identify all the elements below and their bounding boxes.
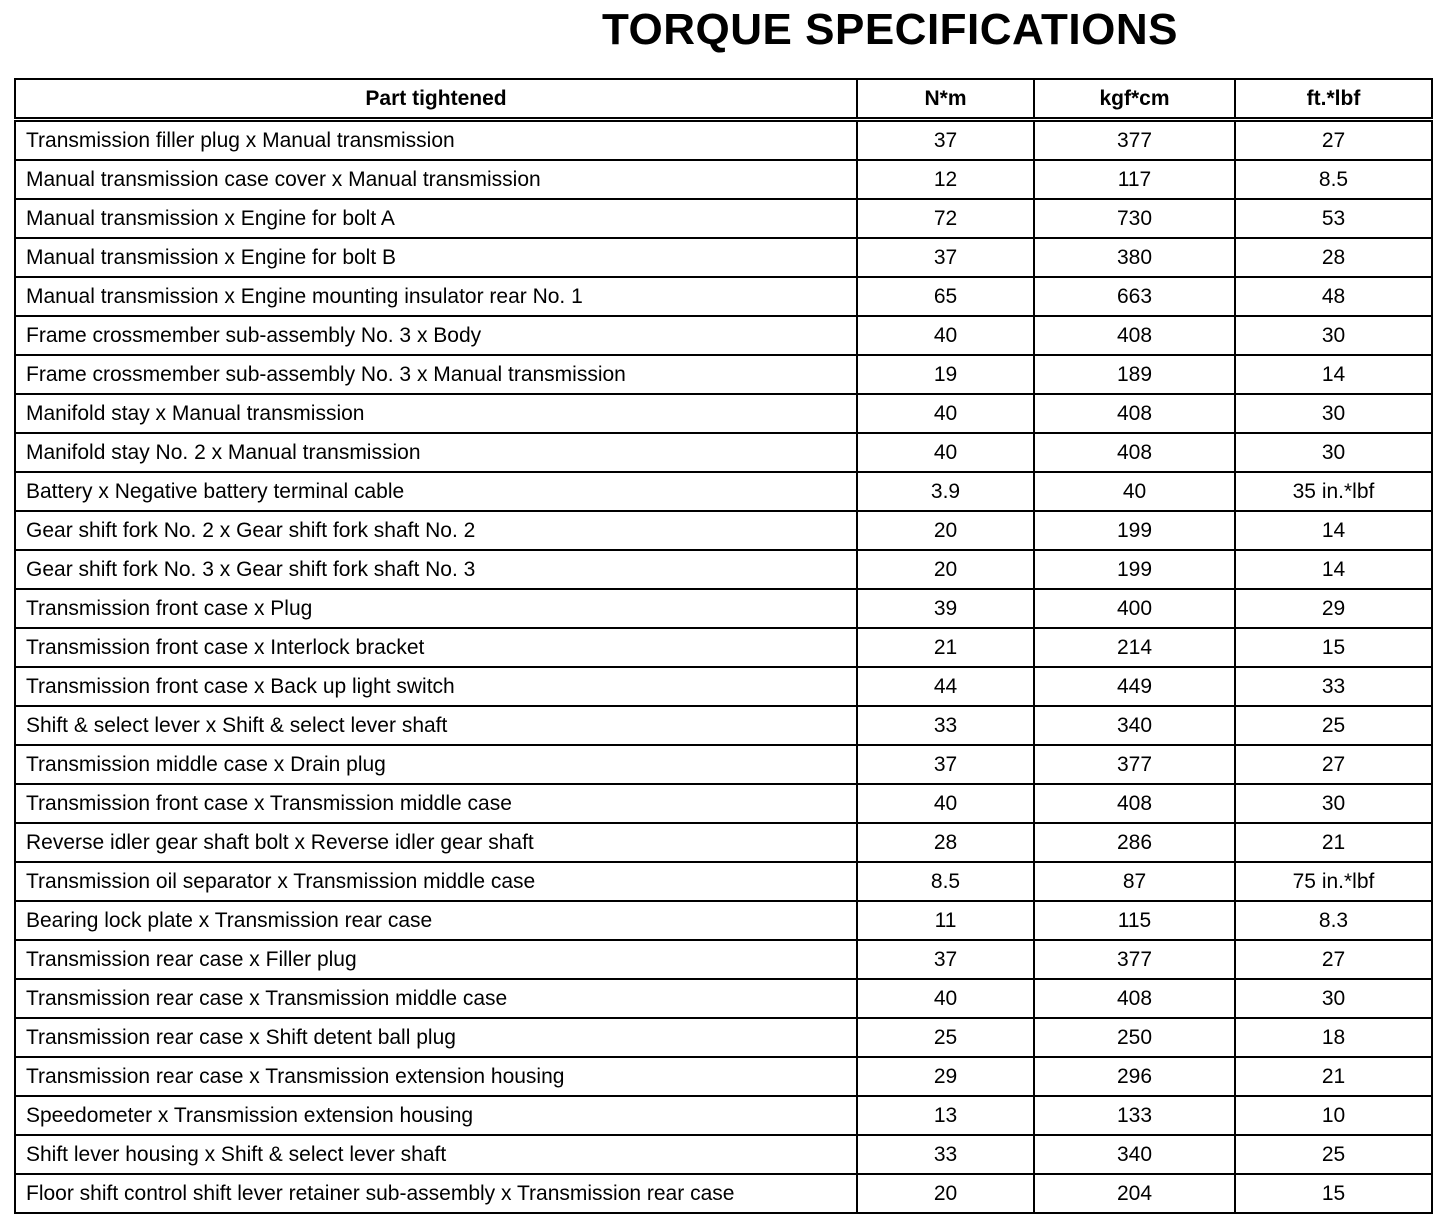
table-row: [15, 238, 1432, 277]
ft-lbf-cell: 18: [1235, 1018, 1432, 1057]
ft-lbf-cell: 25: [1235, 1135, 1432, 1174]
column-header-kgf: kgf*cm: [1034, 79, 1235, 120]
kgf-cell: 730: [1034, 199, 1235, 238]
kgf-cell: 117: [1034, 160, 1235, 199]
ft-lbf-cell: 28: [1235, 238, 1432, 277]
torque-spec-table: [14, 78, 1433, 1214]
kgf-cell: 408: [1034, 979, 1235, 1018]
kgf-cell: 663: [1034, 277, 1235, 316]
kgf-cell: 87: [1034, 862, 1235, 901]
ft-lbf-cell: 21: [1235, 823, 1432, 862]
table-row: [15, 160, 1432, 199]
table-row: [15, 394, 1432, 433]
nm-cell: 20: [857, 550, 1034, 589]
nm-cell: 40: [857, 316, 1034, 355]
nm-cell: 19: [857, 355, 1034, 394]
ft-lbf-cell: 14: [1235, 355, 1432, 394]
ft-lbf-cell: 15: [1235, 1174, 1432, 1213]
ft-lbf-cell: 30: [1235, 394, 1432, 433]
kgf-cell: 340: [1034, 1135, 1235, 1174]
part-cell: Speedometer x Transmission extension housing: [15, 1096, 857, 1135]
nm-cell: 8.5: [857, 862, 1034, 901]
table-body: [15, 120, 1432, 1214]
part-cell: Transmission front case x Transmission middle case: [15, 784, 857, 823]
table-row: [15, 1096, 1432, 1135]
table-row: [15, 628, 1432, 667]
kgf-cell: 380: [1034, 238, 1235, 277]
nm-cell: 20: [857, 511, 1034, 550]
part-cell: Gear shift fork No. 2 x Gear shift fork shaft No. 2: [15, 511, 857, 550]
ft-lbf-cell: 14: [1235, 511, 1432, 550]
part-cell: Transmission rear case x Filler plug: [15, 940, 857, 979]
ft-lbf-cell: 27: [1235, 745, 1432, 784]
ft-lbf-cell: 21: [1235, 1057, 1432, 1096]
table-row: [15, 277, 1432, 316]
part-cell: Gear shift fork No. 3 x Gear shift fork shaft No. 3: [15, 550, 857, 589]
table-row: [15, 589, 1432, 628]
kgf-cell: 40: [1034, 472, 1235, 511]
part-cell: Manifold stay x Manual transmission: [15, 394, 857, 433]
nm-cell: 37: [857, 120, 1034, 161]
table-row: [15, 784, 1432, 823]
part-cell: Transmission rear case x Transmission extension housing: [15, 1057, 857, 1096]
nm-cell: 33: [857, 706, 1034, 745]
table-row: [15, 511, 1432, 550]
table-row: [15, 1174, 1432, 1213]
part-cell: Transmission rear case x Transmission middle case: [15, 979, 857, 1018]
part-cell: Manual transmission x Engine for bolt A: [15, 199, 857, 238]
nm-cell: 40: [857, 433, 1034, 472]
kgf-cell: 377: [1034, 745, 1235, 784]
kgf-cell: 408: [1034, 394, 1235, 433]
table-row: [15, 355, 1432, 394]
kgf-cell: 189: [1034, 355, 1235, 394]
nm-cell: 40: [857, 979, 1034, 1018]
table-row: [15, 823, 1432, 862]
part-cell: Bearing lock plate x Transmission rear case: [15, 901, 857, 940]
kgf-cell: 400: [1034, 589, 1235, 628]
ft-lbf-cell: 15: [1235, 628, 1432, 667]
part-cell: Shift lever housing x Shift & select lever shaft: [15, 1135, 857, 1174]
table-row: [15, 979, 1432, 1018]
header-row: [15, 79, 1432, 120]
part-cell: Frame crossmember sub-assembly No. 3 x Manual transmission: [15, 355, 857, 394]
kgf-cell: 408: [1034, 316, 1235, 355]
ft-lbf-cell: 53: [1235, 199, 1432, 238]
table-row: [15, 433, 1432, 472]
kgf-cell: 340: [1034, 706, 1235, 745]
kgf-cell: 115: [1034, 901, 1235, 940]
ft-lbf-cell: 29: [1235, 589, 1432, 628]
kgf-cell: 214: [1034, 628, 1235, 667]
nm-cell: 33: [857, 1135, 1034, 1174]
nm-cell: 37: [857, 745, 1034, 784]
kgf-cell: 199: [1034, 511, 1235, 550]
nm-cell: 13: [857, 1096, 1034, 1135]
kgf-cell: 408: [1034, 784, 1235, 823]
table-row: [15, 940, 1432, 979]
table-row: [15, 199, 1432, 238]
nm-cell: 25: [857, 1018, 1034, 1057]
ft-lbf-cell: 30: [1235, 433, 1432, 472]
ft-lbf-cell: 10: [1235, 1096, 1432, 1135]
nm-cell: 65: [857, 277, 1034, 316]
part-cell: Battery x Negative battery terminal cable: [15, 472, 857, 511]
ft-lbf-cell: 30: [1235, 979, 1432, 1018]
kgf-cell: 286: [1034, 823, 1235, 862]
kgf-cell: 133: [1034, 1096, 1235, 1135]
part-cell: Transmission filler plug x Manual transmission: [15, 120, 857, 161]
part-cell: Shift & select lever x Shift & select lever shaft: [15, 706, 857, 745]
ft-lbf-cell: 75 in.*lbf: [1235, 862, 1432, 901]
table-row: [15, 706, 1432, 745]
part-cell: Manual transmission x Engine mounting insulator rear No. 1: [15, 277, 857, 316]
ft-lbf-cell: 25: [1235, 706, 1432, 745]
part-cell: Reverse idler gear shaft bolt x Reverse idler gear shaft: [15, 823, 857, 862]
kgf-cell: 204: [1034, 1174, 1235, 1213]
ft-lbf-cell: 8.5: [1235, 160, 1432, 199]
table-row: [15, 550, 1432, 589]
ft-lbf-cell: 30: [1235, 316, 1432, 355]
part-cell: Transmission front case x Interlock bracket: [15, 628, 857, 667]
nm-cell: 37: [857, 940, 1034, 979]
nm-cell: 40: [857, 784, 1034, 823]
table-row: [15, 901, 1432, 940]
table-row: [15, 316, 1432, 355]
part-cell: Transmission middle case x Drain plug: [15, 745, 857, 784]
column-header-ft: ft.*lbf: [1235, 79, 1432, 120]
nm-cell: 29: [857, 1057, 1034, 1096]
kgf-cell: 449: [1034, 667, 1235, 706]
table-header: [15, 79, 1432, 120]
part-cell: Transmission oil separator x Transmission middle case: [15, 862, 857, 901]
column-header-nm: N*m: [857, 79, 1034, 120]
page-title: TORQUE SPECIFICATIONS: [601, 5, 1179, 54]
nm-cell: 44: [857, 667, 1034, 706]
ft-lbf-cell: 14: [1235, 550, 1432, 589]
part-cell: Transmission rear case x Shift detent ball plug: [15, 1018, 857, 1057]
part-cell: Floor shift control shift lever retainer sub-assembly x Transmission rear case: [15, 1174, 857, 1213]
table-row: [15, 862, 1432, 901]
nm-cell: 40: [857, 394, 1034, 433]
part-cell: Manual transmission case cover x Manual transmission: [15, 160, 857, 199]
nm-cell: 20: [857, 1174, 1034, 1213]
part-cell: Frame crossmember sub-assembly No. 3 x Body: [15, 316, 857, 355]
part-cell: Manual transmission x Engine for bolt B: [15, 238, 857, 277]
column-header-part: Part tightened: [15, 79, 857, 120]
nm-cell: 28: [857, 823, 1034, 862]
kgf-cell: 408: [1034, 433, 1235, 472]
table-row: [15, 472, 1432, 511]
nm-cell: 11: [857, 901, 1034, 940]
table-row: [15, 120, 1432, 161]
kgf-cell: 377: [1034, 940, 1235, 979]
table-row: [15, 1135, 1432, 1174]
kgf-cell: 377: [1034, 120, 1235, 161]
table-row: [15, 667, 1432, 706]
ft-lbf-cell: 48: [1235, 277, 1432, 316]
ft-lbf-cell: 33: [1235, 667, 1432, 706]
table-row: [15, 1057, 1432, 1096]
ft-lbf-cell: 35 in.*lbf: [1235, 472, 1432, 511]
kgf-cell: 296: [1034, 1057, 1235, 1096]
table-row: [15, 745, 1432, 784]
nm-cell: 3.9: [857, 472, 1034, 511]
nm-cell: 37: [857, 238, 1034, 277]
nm-cell: 12: [857, 160, 1034, 199]
ft-lbf-cell: 27: [1235, 940, 1432, 979]
nm-cell: 39: [857, 589, 1034, 628]
ft-lbf-cell: 30: [1235, 784, 1432, 823]
kgf-cell: 199: [1034, 550, 1235, 589]
kgf-cell: 250: [1034, 1018, 1235, 1057]
nm-cell: 72: [857, 199, 1034, 238]
table-row: [15, 1018, 1432, 1057]
part-cell: Transmission front case x Back up light switch: [15, 667, 857, 706]
ft-lbf-cell: 8.3: [1235, 901, 1432, 940]
ft-lbf-cell: 27: [1235, 120, 1432, 161]
part-cell: Transmission front case x Plug: [15, 589, 857, 628]
part-cell: Manifold stay No. 2 x Manual transmission: [15, 433, 857, 472]
nm-cell: 21: [857, 628, 1034, 667]
